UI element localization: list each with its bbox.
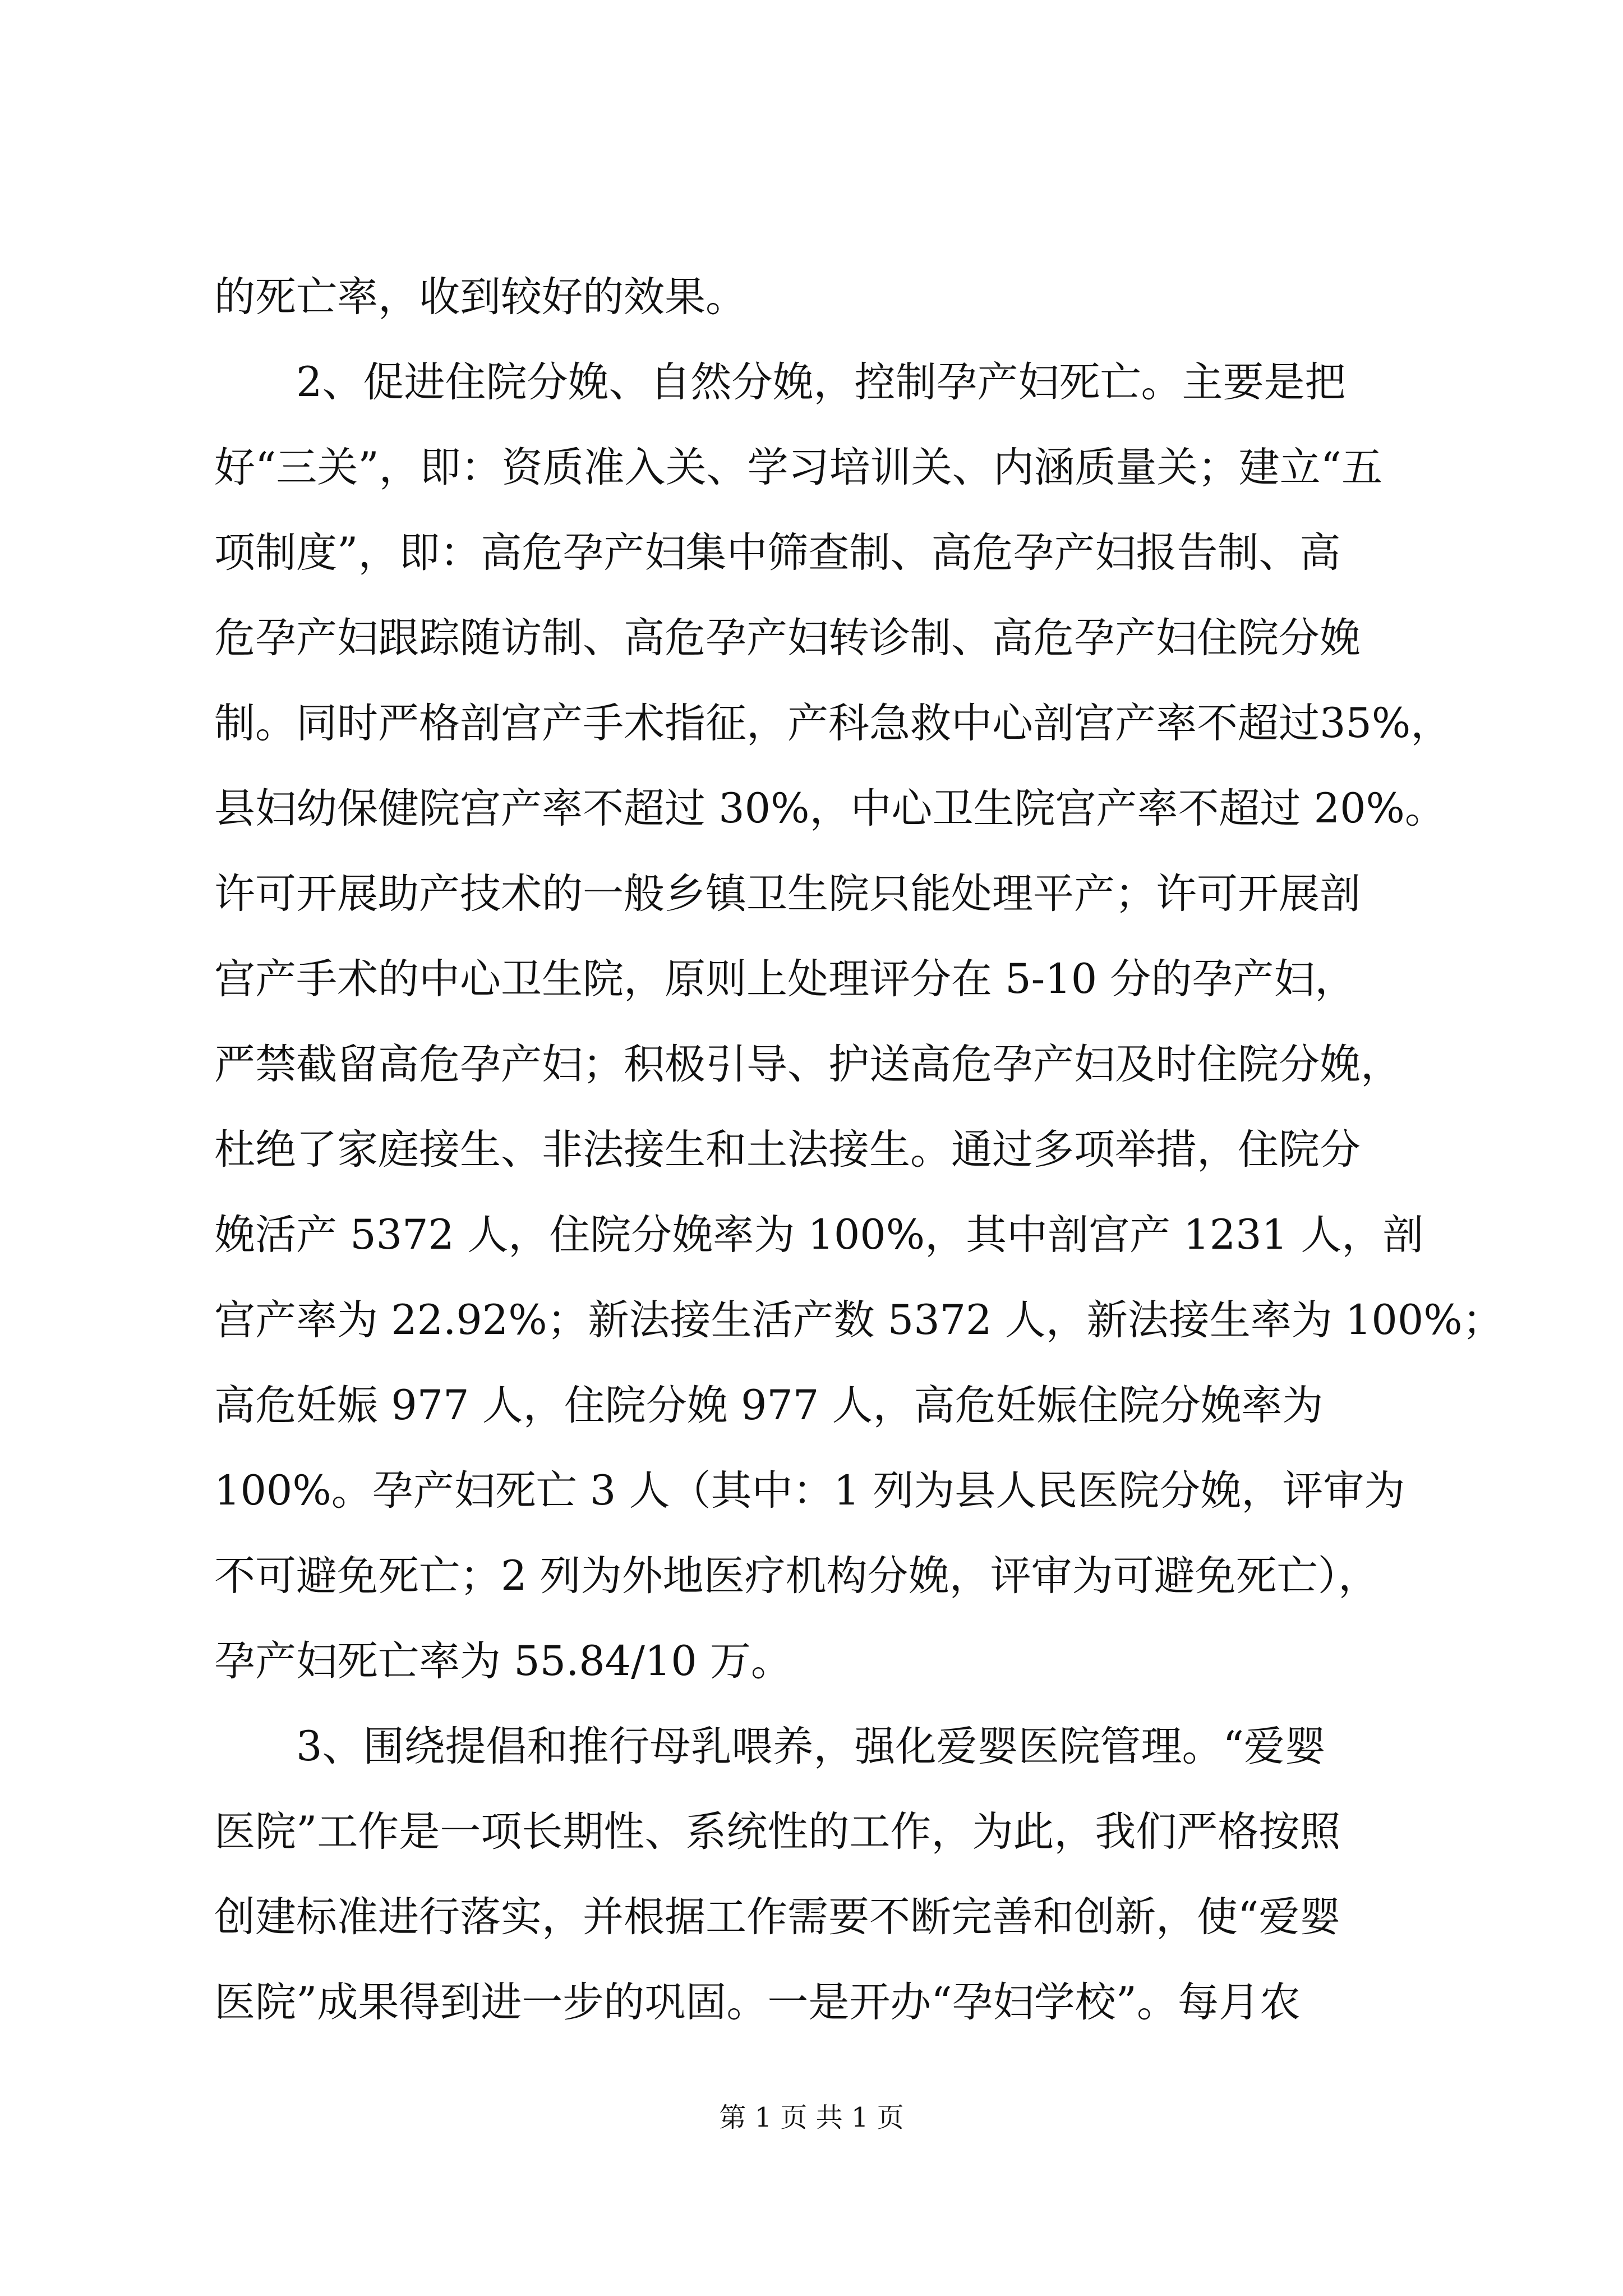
text-line: 的死亡率，收到较好的效果。 bbox=[214, 273, 746, 321]
text-line: 制。同时严格剖宫产手术指征，产科急救中心剖宫产率不超过35%， bbox=[214, 700, 1452, 747]
text-line: 项制度”，即：高危孕产妇集中筛查制、高危孕产妇报告制、高 bbox=[214, 529, 1341, 577]
text-line: 严禁截留高危孕产妇；积极引导、护送高危孕产妇及时住院分娩， bbox=[214, 1041, 1401, 1088]
text-line: 好“三关”，即：资质准入关、学习培训关、内涵质量关；建立“五 bbox=[214, 444, 1382, 491]
text-line: 县妇幼保健院宫产率不超过 30%，中心卫生院宫产率不超过 20%。 bbox=[214, 785, 1446, 832]
text-line: 宫产手术的中心卫生院，原则上处理评分在 5-10 分的孕产妇， bbox=[214, 955, 1356, 1003]
text-line: 医院”工作是一项长期性、系统性的工作，为此，我们严格按照 bbox=[214, 1808, 1341, 1856]
text-line: 危孕产妇跟踪随访制、高危孕产妇转诊制、高危孕产妇住院分娩 bbox=[214, 614, 1361, 662]
text-line: 孕产妇死亡率为 55.84/10 万。 bbox=[214, 1637, 792, 1685]
page-footer: 第 1 页 共 1 页 bbox=[719, 2102, 904, 2133]
text-line: 2、促进住院分娩、自然分娩，控制孕产妇死亡。主要是把 bbox=[214, 358, 1346, 406]
text-line: 宫产率为 22.92%；新法接生活产数 5372 人，新法接生率为 100%； bbox=[214, 1296, 1504, 1344]
text-line: 100%。孕产妇死亡 3 人（其中：1 列为县人民医院分娩，评审为 bbox=[214, 1467, 1405, 1515]
text-line: 3、围绕提倡和推行母乳喂养，强化爱婴医院管理。“爱婴 bbox=[214, 1723, 1326, 1770]
text-line: 杜绝了家庭接生、非法接生和土法接生。通过多项举措，住院分 bbox=[214, 1126, 1361, 1174]
text-line: 娩活产 5372 人，住院分娩率为 100%，其中剖宫产 1231 人，剖 bbox=[214, 1211, 1424, 1259]
text-line: 医院”成果得到进一步的巩固。一是开办“孕妇学校”。每月农 bbox=[214, 1978, 1301, 2026]
text-line: 不可避免死亡；2 列为外地医疗机构分娩，评审为可避免死亡）， bbox=[214, 1552, 1380, 1600]
text-line: 高危妊娠 977 人，住院分娩 977 人，高危妊娠住院分娩率为 bbox=[214, 1382, 1324, 1429]
text-line: 创建标准进行落实，并根据工作需要不断完善和创新，使“爱婴 bbox=[214, 1893, 1341, 1941]
text-line: 许可开展助产技术的一般乡镇卫生院只能处理平产；许可开展剖 bbox=[214, 870, 1361, 918]
